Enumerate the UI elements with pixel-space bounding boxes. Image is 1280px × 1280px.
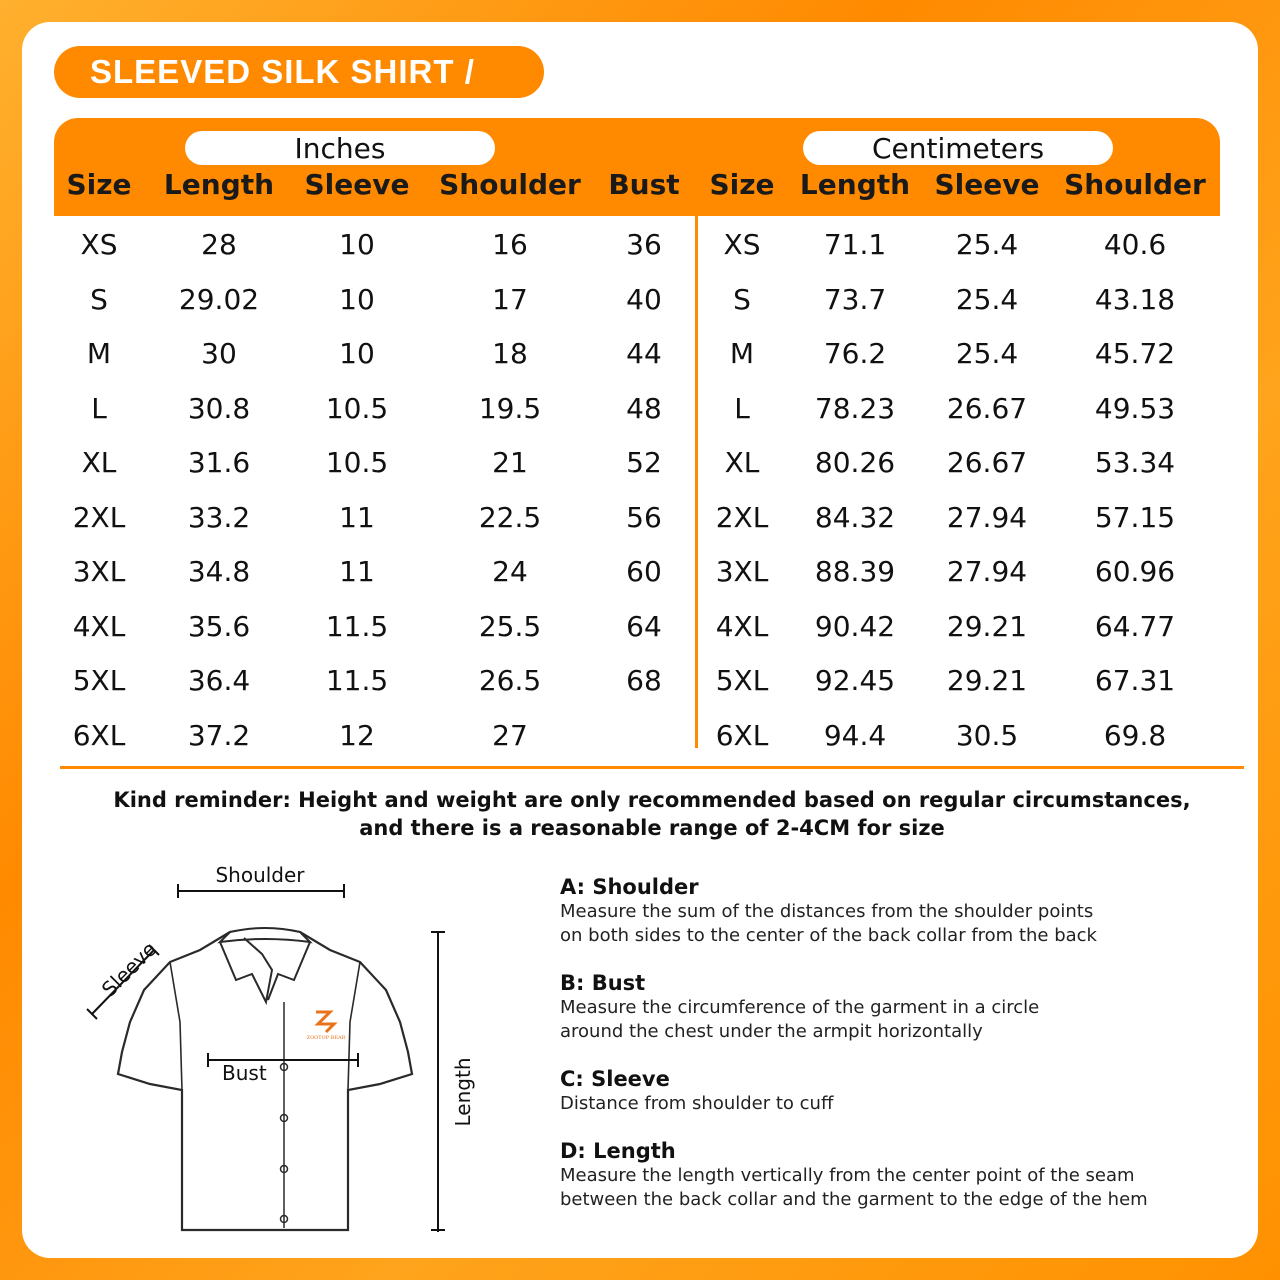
unit-divider [695, 216, 698, 748]
cell-in-sleeve: 11.5 [325, 609, 389, 643]
cell-in-sleeve: 11.5 [325, 664, 389, 697]
cell-in-length: 36.4 [187, 664, 251, 697]
header-sleeve-cm: Sleeve [934, 168, 1040, 201]
cell-in-bust: 40 [626, 282, 662, 316]
cell-in-size: 2XL [72, 500, 126, 534]
cell-cm-shoulder: 43.18 [1094, 282, 1176, 316]
cell-in-length: 30.8 [187, 391, 251, 425]
cell-in-shoulder: 21 [492, 446, 528, 479]
cell-cm-sleeve: 25.4 [955, 282, 1019, 316]
cell-in-length: 28 [201, 228, 237, 261]
cell-in-length: 30 [201, 337, 237, 370]
cell-in-shoulder: 27 [492, 718, 528, 752]
section-divider [60, 766, 1244, 769]
cell-in-size: 3XL [72, 555, 126, 588]
header-sleeve-in: Sleeve [304, 168, 410, 201]
cell-in-bust: 64 [626, 609, 662, 643]
cell-in-sleeve: 12 [339, 718, 375, 752]
definition-text: around the chest under the armpit horizontally [560, 1021, 983, 1042]
cell-cm-length: 84.32 [814, 500, 896, 534]
header-size-in: Size [66, 168, 132, 201]
cell-cm-length: 76.2 [823, 337, 887, 370]
cell-in-shoulder: 19.5 [478, 391, 542, 425]
cell-cm-length: 78.23 [814, 391, 896, 425]
header-length-cm: Length [799, 168, 911, 201]
cell-in-shoulder: 24 [492, 555, 528, 588]
cell-cm-length: 71.1 [823, 228, 887, 261]
cell-cm-sleeve: 25.4 [955, 337, 1019, 370]
table-header-band [54, 118, 1220, 216]
definition-title: C: Sleeve [560, 1067, 670, 1091]
cell-in-sleeve: 10.5 [325, 391, 389, 425]
definition-text: Measure the length vertically from the center point of the seam [560, 1165, 1135, 1186]
shoulder-label: Shoulder [215, 863, 305, 887]
cell-cm-size: M [729, 337, 755, 370]
sleeve-label: Sleeve [96, 936, 162, 1002]
definition-text: Measure the sum of the distances from the shoulder points [560, 901, 1094, 922]
cell-cm-shoulder: 40.6 [1103, 228, 1167, 261]
cell-in-bust: 52 [626, 446, 662, 479]
cell-in-shoulder: 17 [492, 282, 528, 316]
header-shoulder-in: Shoulder [439, 168, 581, 201]
collar-band [220, 928, 310, 942]
cell-cm-length: 73.7 [823, 282, 887, 316]
cell-cm-size: 5XL [715, 664, 769, 697]
cell-cm-shoulder: 57.15 [1094, 500, 1176, 534]
cell-in-size: XS [80, 228, 118, 261]
kind-reminder [60, 786, 1244, 842]
header-shoulder-cm: Shoulder [1064, 168, 1206, 201]
cell-in-size: L [91, 391, 107, 425]
cell-in-length: 33.2 [187, 500, 251, 534]
cell-cm-shoulder: 64.77 [1094, 609, 1176, 643]
cell-in-size: XL [81, 446, 117, 479]
cell-in-size: 4XL [72, 609, 126, 643]
measurement-definitions [560, 874, 1240, 1234]
cell-cm-sleeve: 29.21 [946, 609, 1028, 643]
definition-sleeve [560, 1066, 1240, 1116]
definition-text: Distance from shoulder to cuff [560, 1093, 834, 1114]
cell-in-shoulder: 18 [492, 337, 528, 370]
cell-in-bust: 60 [626, 555, 662, 588]
cell-cm-shoulder: 53.34 [1094, 446, 1176, 479]
cell-in-shoulder: 22.5 [478, 500, 542, 534]
cell-in-sleeve: 11 [339, 500, 375, 534]
brand-logo-text: ZOOTOP BEAR [306, 1035, 346, 1041]
cell-cm-length: 94.4 [823, 718, 887, 752]
cell-cm-length: 88.39 [814, 555, 896, 588]
cell-cm-size: L [734, 391, 750, 425]
cell-in-size: 5XL [72, 664, 126, 697]
cell-in-bust: 48 [626, 391, 662, 425]
definition-length [560, 1138, 1240, 1212]
cell-cm-shoulder: 45.72 [1094, 337, 1176, 370]
cell-cm-length: 92.45 [814, 664, 896, 697]
header-size-cm: Size [709, 168, 775, 201]
cell-cm-sleeve: 25.4 [955, 228, 1019, 261]
cell-cm-sleeve: 29.21 [946, 664, 1028, 697]
cell-in-length: 34.8 [187, 555, 251, 588]
cell-cm-size: XS [723, 228, 761, 261]
cell-cm-sleeve: 26.67 [946, 446, 1028, 479]
reminder-line-2: and there is a reasonable range of 2-4CM for size [359, 816, 945, 840]
cell-cm-length: 80.26 [814, 446, 896, 479]
cell-cm-shoulder: 69.8 [1103, 718, 1167, 752]
cell-in-sleeve: 10 [339, 337, 375, 370]
cell-cm-size: 4XL [715, 609, 769, 643]
size-chart-card [22, 22, 1258, 1258]
shirt-measurement-diagram [72, 862, 492, 1232]
definition-shoulder [560, 874, 1240, 948]
cell-cm-length: 90.42 [814, 609, 896, 643]
cell-in-bust: 36 [626, 228, 662, 261]
cell-cm-sleeve: 27.94 [946, 500, 1028, 534]
cell-cm-shoulder: 49.53 [1094, 391, 1176, 425]
cell-cm-sleeve: 27.94 [946, 555, 1028, 588]
cell-cm-size: 6XL [715, 718, 769, 752]
definition-text: between the back collar and the garment to the edge of the hem [560, 1189, 1148, 1210]
cell-in-sleeve: 10.5 [325, 446, 389, 479]
cell-in-bust: 56 [626, 500, 662, 534]
definition-bust [560, 970, 1240, 1044]
cell-in-sleeve: 10 [339, 282, 375, 316]
cell-in-length: 37.2 [187, 718, 251, 752]
unit-label-inches: Inches [185, 131, 495, 165]
cell-in-sleeve: 11 [339, 555, 375, 588]
cell-cm-size: S [733, 282, 751, 316]
cell-in-shoulder: 25.5 [478, 609, 542, 643]
cell-in-length: 35.6 [187, 609, 251, 643]
definition-title: B: Bust [560, 971, 646, 995]
definition-text: on both sides to the center of the back collar from the back [560, 925, 1097, 946]
cell-in-size: S [90, 282, 108, 316]
cell-cm-shoulder: 60.96 [1094, 555, 1176, 588]
cell-in-shoulder: 16 [492, 228, 528, 261]
cell-cm-sleeve: 26.67 [946, 391, 1028, 425]
definition-title: A: Shoulder [560, 875, 699, 899]
cell-cm-shoulder: 67.31 [1094, 664, 1176, 697]
cell-cm-size: 3XL [715, 555, 769, 588]
definition-text: Measure the circumference of the garment in a circle [560, 997, 1040, 1018]
cell-cm-size: 2XL [715, 500, 769, 534]
product-title: SLEEVED SILK SHIRT / [54, 46, 544, 98]
cell-in-bust: 68 [626, 664, 662, 697]
reminder-line-1: Kind reminder: Height and weight are only recommended based on regular circumstances, [113, 788, 1191, 812]
definition-title: D: Length [560, 1139, 676, 1163]
cell-in-size: M [86, 337, 112, 370]
header-length-in: Length [163, 168, 275, 201]
cell-in-length: 29.02 [178, 282, 260, 316]
cell-in-size: 6XL [72, 718, 126, 752]
length-label: Length [451, 1057, 475, 1127]
header-bust-in: Bust [608, 168, 680, 201]
cell-cm-sleeve: 30.5 [955, 718, 1019, 752]
cell-in-shoulder: 26.5 [478, 664, 542, 697]
bust-label: Bust [222, 1061, 267, 1085]
cell-in-bust: 44 [626, 337, 662, 370]
unit-label-centimeters: Centimeters [803, 131, 1113, 165]
cell-in-sleeve: 10 [339, 228, 375, 261]
cell-in-length: 31.6 [187, 446, 251, 479]
cell-cm-size: XL [724, 446, 760, 479]
